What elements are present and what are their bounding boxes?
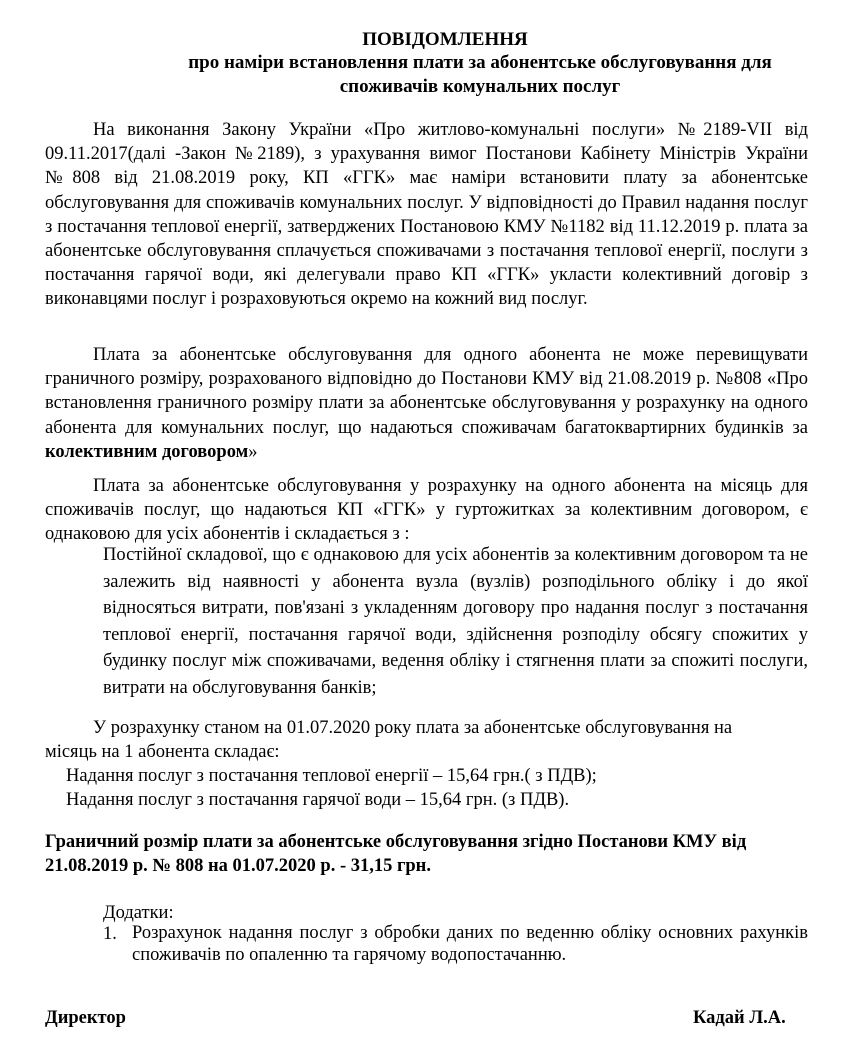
calculation-line-1: У розрахунку станом на 01.07.2020 року плата за абонентське обслуговування на	[93, 718, 733, 738]
attachment-text: Розрахунок надання послуг з обробки даних по веденню обліку основних рахунків споживачів по опаленню та гарячому водопостачанню.	[132, 923, 808, 965]
attachment-number: 1.	[103, 924, 117, 944]
paragraph-fee-limit	[45, 343, 808, 464]
paragraph-fixed-component: Постійної складової, що є однаковою для усіх абонентів за колективним договором та не залежить від наявності у абонента вузла (вузлів) розподільного обліку і до якої відносяться витрати, пов'язані з укладенням договору про надання послуг з постачання теплової енергії, постачання гарячої води, здійснення розподілу обсягу спожитих у будинку послуг між споживачами, ведення обліку і стягнення плати за спожиті послуги, витрати на обслуговування банків;	[103, 545, 808, 698]
limit-line-2: 21.08.2019 р. № 808 на 01.07.2020 р. - 31,15 грн.	[45, 856, 431, 876]
signature-position: Директор	[45, 1008, 126, 1028]
heat-supply-fee: Надання послуг з постачання теплової енергії – 15,64 грн.( з ПДВ);	[66, 766, 597, 786]
paragraph-fee-limit-text: Плата за абонентське обслуговування для одного абонента не може перевищувати граничного розміру, розрахованого відповідно до Постанови КМУ від 21.08.2019 р. №808 «Про встановлення граничного розміру плати за абонентське обслуговування у розрахунку на одного абонента для комунальних послуг, що надаються споживачам багатоквартирних будинків за	[45, 345, 808, 438]
attachments-heading: Додатки:	[103, 903, 174, 923]
document-subtitle: про наміри встановлення плати за абонентське обслуговування для споживачів комунальних послуг	[188, 52, 772, 97]
limit-line-1: Граничний розмір плати за абонентське обслуговування згідно Постанови КМУ від	[45, 832, 747, 852]
paragraph-fee-limit-end: »	[248, 441, 258, 462]
collective-contract-emphasis: колективним договором	[45, 441, 249, 462]
signature-name: Кадай Л.А.	[693, 1008, 786, 1028]
paragraph-law-basis: На виконання Закону України «Про житлово-комунальні послуги» №2189-VII від 09.11.2017(далі -Закон №2189), з урахування вимог Постанови Кабінету Міністрів України №808 від 21.08.2019 року, КП «ГГК» має наміри встановити плату за абонентське обслуговування для споживачів комунальних послуг. У відповідності до Правил надання послуг з постачання теплової енергії, затверджених Постановою КМУ №1182 від 11.12.2019 р. плата за абонентське обслуговування сплачується споживачами з постачання теплової енергії, послуги з постачання гарячої води, які делегували право КП «ГГК» укласти колективний договір з виконавцями послуг і розраховуються окремо на кожний вид послуг.	[45, 120, 808, 310]
hot-water-fee: Надання послуг з постачання гарячої води – 15,64 грн. (з ПДВ).	[66, 790, 570, 810]
document-title: ПОВІДОМЛЕННЯ	[362, 29, 528, 50]
calculation-line-2: місяць на 1 абонента складає:	[45, 742, 280, 762]
paragraph-fee-composition: Плата за абонентське обслуговування у розрахунку на одного абонента на місяць для споживачів послуг, що надаються КП «ГГК» у гуртожитках за колективним договором, є однаковою для усіх абонентів і складається з :	[45, 476, 808, 545]
